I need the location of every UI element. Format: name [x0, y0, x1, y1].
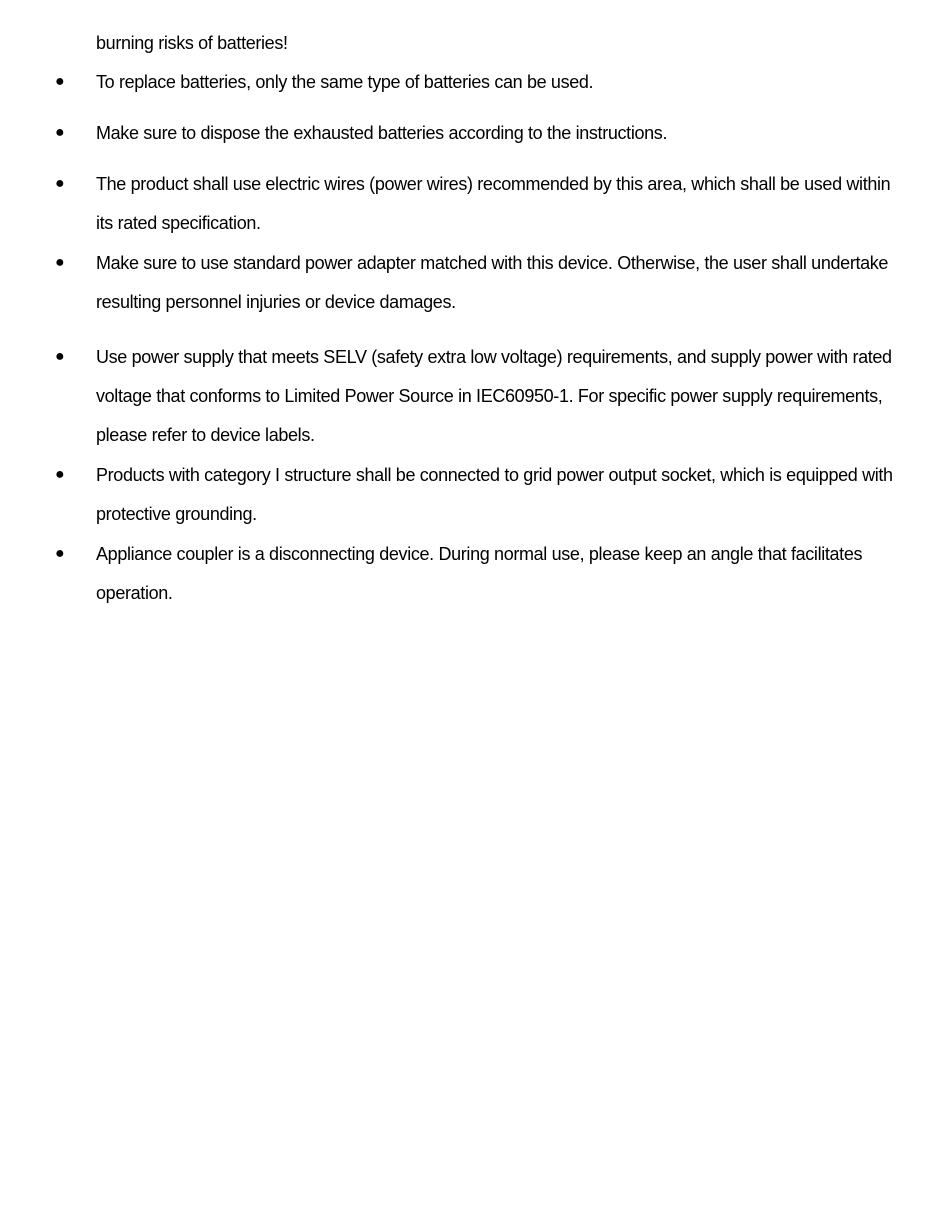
list-item-text: To replace batteries, only the same type of batteries can be used.: [96, 72, 594, 92]
continuation-text: burning risks of batteries!: [96, 33, 288, 53]
bullet-icon: ●: [55, 124, 65, 141]
list-item-text: Appliance coupler is a disconnecting device. During normal use, please keep an angle that facilitates operation.: [96, 544, 863, 603]
bullet-icon: ●: [55, 175, 65, 192]
list-item-text: Products with category I structure shall be connected to grid power output socket, which is equipped with protective grounding.: [96, 465, 893, 524]
bullet-icon: ●: [55, 254, 65, 271]
list-item-text: Use power supply that meets SELV (safety extra low voltage) requirements, and supply power with rated voltage that conforms to Limited Power Source in IEC60950-1. For specific power supply requirements, please refer to device labels.: [96, 347, 892, 445]
bullet-icon: ●: [55, 73, 65, 90]
bullet-icon: ●: [55, 348, 65, 365]
bullet-icon: ●: [55, 545, 65, 562]
bullet-icon: ●: [55, 466, 65, 483]
list-item-text: Make sure to use standard power adapter matched with this device. Otherwise, the user shall undertake resulting personnel injuries or device damages.: [96, 253, 889, 312]
list-item-text: The product shall use electric wires (power wires) recommended by this area, which shall be used within its rated specification.: [96, 174, 891, 233]
list-item-text: Make sure to dispose the exhausted batteries according to the instructions.: [96, 123, 668, 143]
